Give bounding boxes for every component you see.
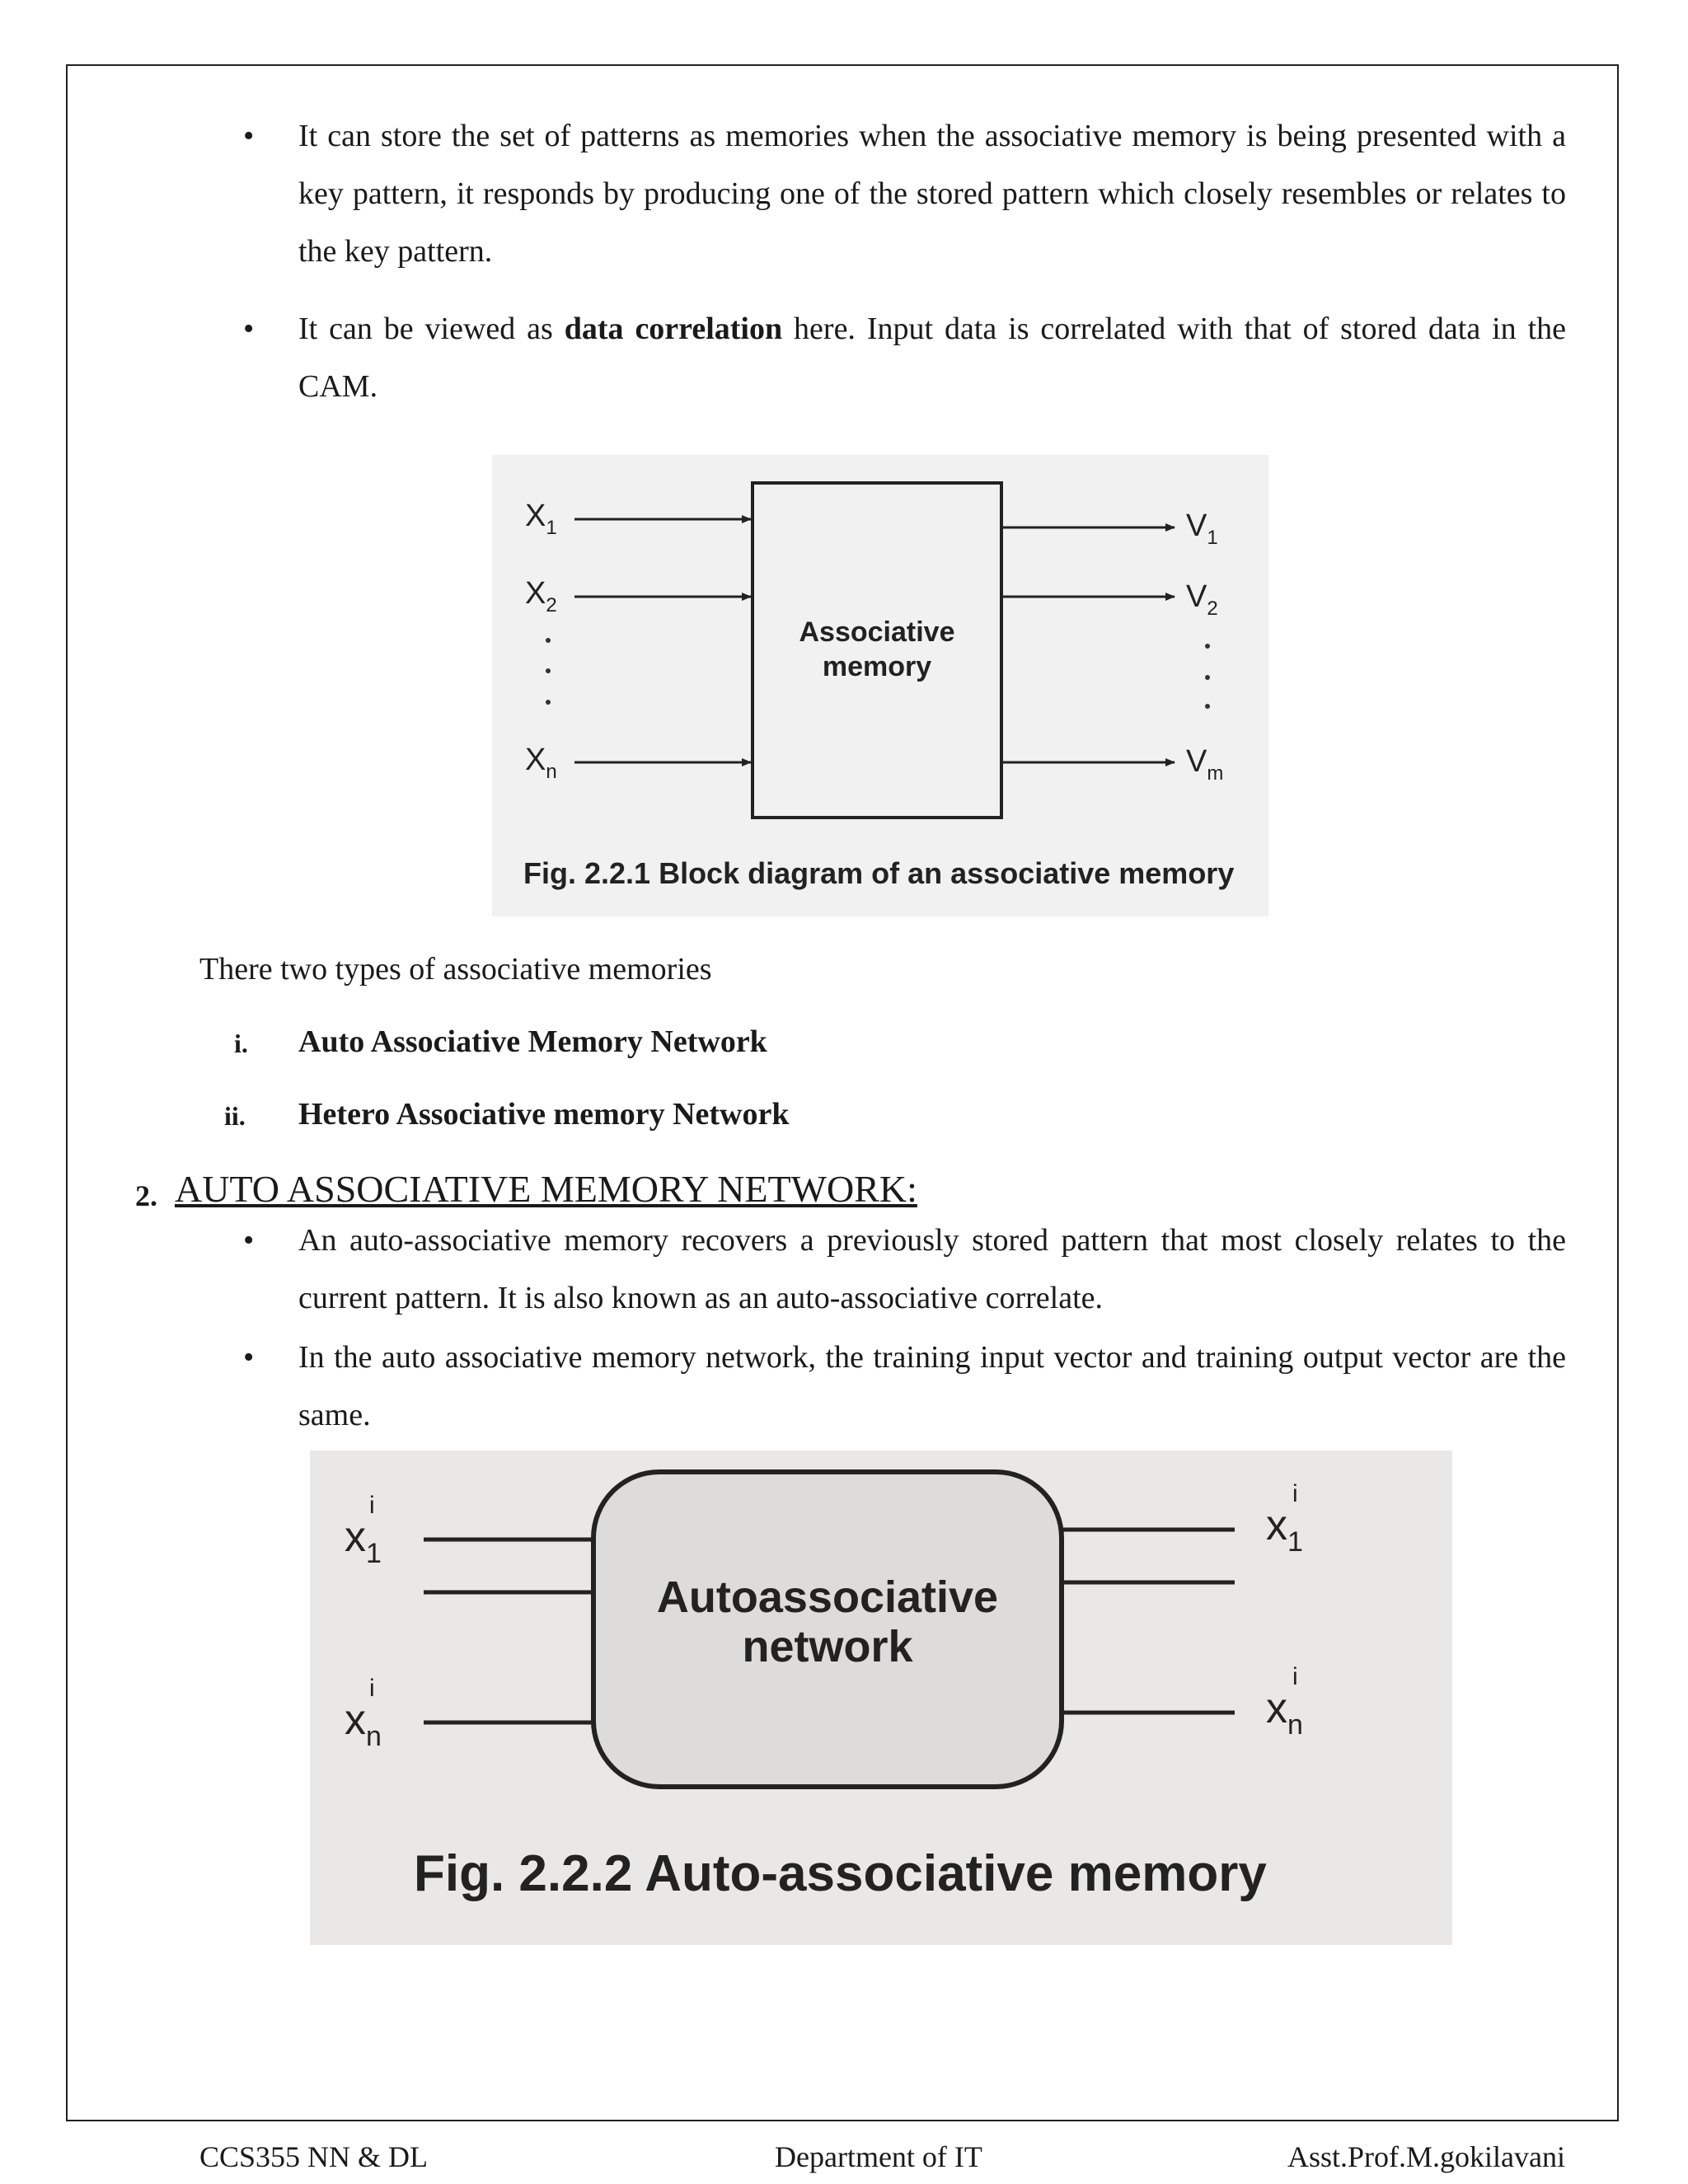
bullet-text: It can store the set of patterns as memories when the associative memory is being presented with a key pattern, it responds by producing one of the stored pattern which closely resembles or relates to the key pattern. (298, 119, 1566, 269)
bullet-text: An auto-associative memory recovers a previously stored pattern that most closely relates to the current pattern. It is also known as an auto-associative correlate. (298, 1223, 1566, 1315)
output-sup-1: i (1292, 1480, 1298, 1507)
input-label-x2: $X_2$ (525, 576, 557, 616)
bullet-item (0, 1329, 1688, 1444)
box-label-line2: memory (822, 651, 932, 682)
input-ellipsis (546, 638, 551, 705)
block-diagram-svg (492, 455, 1268, 916)
bullet-item (0, 1212, 1688, 1327)
type-marker: ii. (224, 1101, 246, 1131)
input-sup-n: i (369, 1675, 375, 1702)
bullet-text (298, 300, 1566, 415)
input-label-x1: $X_1$ (525, 499, 557, 539)
box-label-line1: Autoassociative (656, 1572, 999, 1622)
figure-caption-2: Fig. 2.2.2 Auto-associative memory (414, 1845, 1267, 1902)
output-label-v1: $V_1$ (1186, 509, 1218, 549)
bullet-item (0, 107, 1688, 280)
bullet-text-bold: data correlation (564, 312, 783, 346)
bullet-dot: • (243, 1223, 255, 1258)
output-label-v2: $V_2$ (1186, 579, 1218, 620)
section-heading: AUTO ASSOCIATIVE MEMORY NETWORK: (175, 1168, 917, 1210)
bullet-dot: • (243, 1340, 255, 1375)
input-sup-1: i (369, 1492, 375, 1519)
output-label-vm: $V_m$ (1186, 744, 1224, 785)
associative-memory-box (753, 483, 1001, 818)
bullet-text: In the auto associative memory network, the training input vector and training output vector are the same. (298, 1340, 1566, 1432)
output-label-x1: $x_1$ (1266, 1502, 1303, 1558)
footer-right: Asst.Prof.M.gokilavani (1287, 2140, 1565, 2173)
box-label-line2: network (742, 1622, 913, 1671)
section-number: 2. (135, 1179, 157, 1212)
footer-center: Department of IT (775, 2140, 982, 2173)
types-intro: There two types of associative memories (199, 952, 712, 987)
bullet-text-pre: It can be viewed as (298, 312, 565, 346)
bullet-dot: • (243, 312, 255, 346)
bullet-dot: • (243, 119, 255, 153)
footer-left: CCS355 NN & DL (199, 2140, 429, 2173)
input-label-xn: $x_n$ (345, 1696, 382, 1752)
box-label-line1: Associative (799, 616, 955, 648)
type-marker: i. (234, 1029, 248, 1058)
output-label-xn: $x_n$ (1266, 1685, 1303, 1741)
type-label: Hetero Associative memory Network (298, 1097, 790, 1132)
input-label-x1: $x_1$ (345, 1513, 382, 1569)
type-label: Auto Associative Memory Network (298, 1024, 767, 1059)
autoassociative-diagram-svg (310, 1451, 1452, 1945)
figure-autoassociative (310, 1451, 1452, 1945)
bullet-text-post: here. Input data is correlated with that of stored data in the CAM. (298, 312, 1566, 404)
bullet-item (0, 300, 1688, 415)
figure-caption-1: Fig. 2.2.1 Block diagram of an associative memory (523, 856, 1235, 890)
figure-block-diagram (492, 455, 1268, 916)
output-sup-n: i (1292, 1663, 1298, 1690)
output-ellipsis (1205, 644, 1210, 709)
input-label-xn: $X_n$ (525, 743, 557, 783)
